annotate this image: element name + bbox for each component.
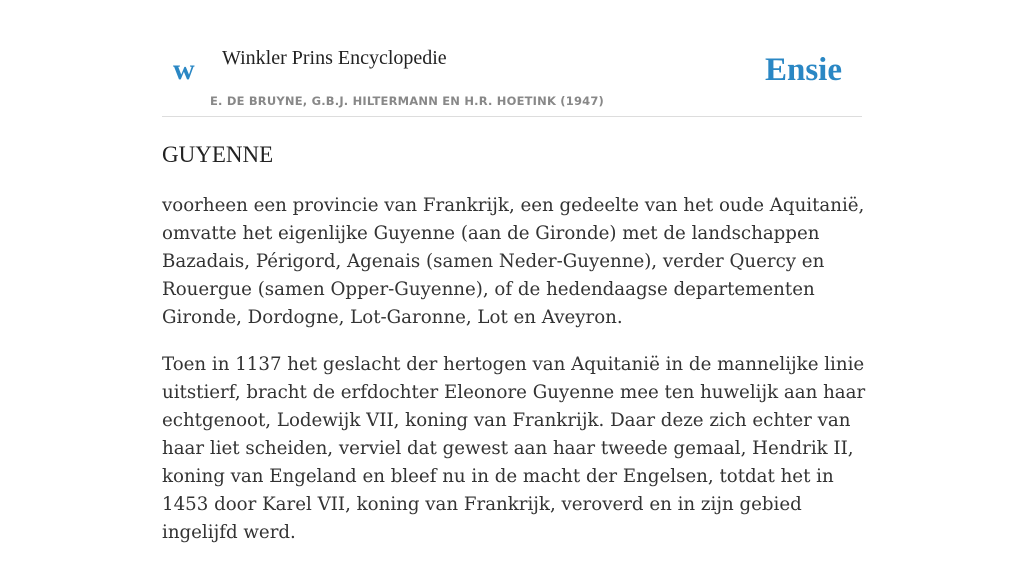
ensie-logo-link[interactable]: Ensie — [764, 52, 842, 88]
book-authors: E. DE BRUYNE, G.B.J. HILTERMANN EN H.R. HOETINK (1947) — [210, 94, 605, 108]
book-title[interactable]: Winkler Prins Encyclopedie — [222, 47, 447, 69]
article-body — [162, 192, 867, 566]
article-paragraph: Toen in 1137 het geslacht der hertogen van Aquitanië in de mannelijke linie uitstierf, bracht de erfdochter Eleonore Guyenne mee ten huwelijk aan haar echtgenoot, Lodewijk VII, koning van Frankrijk. Daar deze zich echter van haar liet scheiden, verviel dat gewest aan haar tweede gemaal, Hendrik II, koning van Engeland en bleef nu in de macht der Engelsen, totdat het in 1453 door Karel VII, koning van Frankrijk, veroverd en in zijn gebied ingelijfd werd. — [162, 354, 866, 543]
book-header — [162, 0, 862, 117]
article-paragraph: voorheen een provincie van Frankrijk, een gedeelte van het oude Aquitanië, omvatte het eigenlijke Guyenne (aan de Gironde) met de landschappen Bazadais, Périgord, Agenais (samen Neder-Guyenne), verder Quercy en Rouergue (samen Opper-Guyenne), of de hedendaagse departementen Gironde, Dordogne, Lot-Garonne, Lot en Aveyron. — [162, 195, 865, 328]
article-headword: GUYENNE — [162, 142, 274, 167]
book-logo[interactable]: w — [173, 53, 195, 86]
